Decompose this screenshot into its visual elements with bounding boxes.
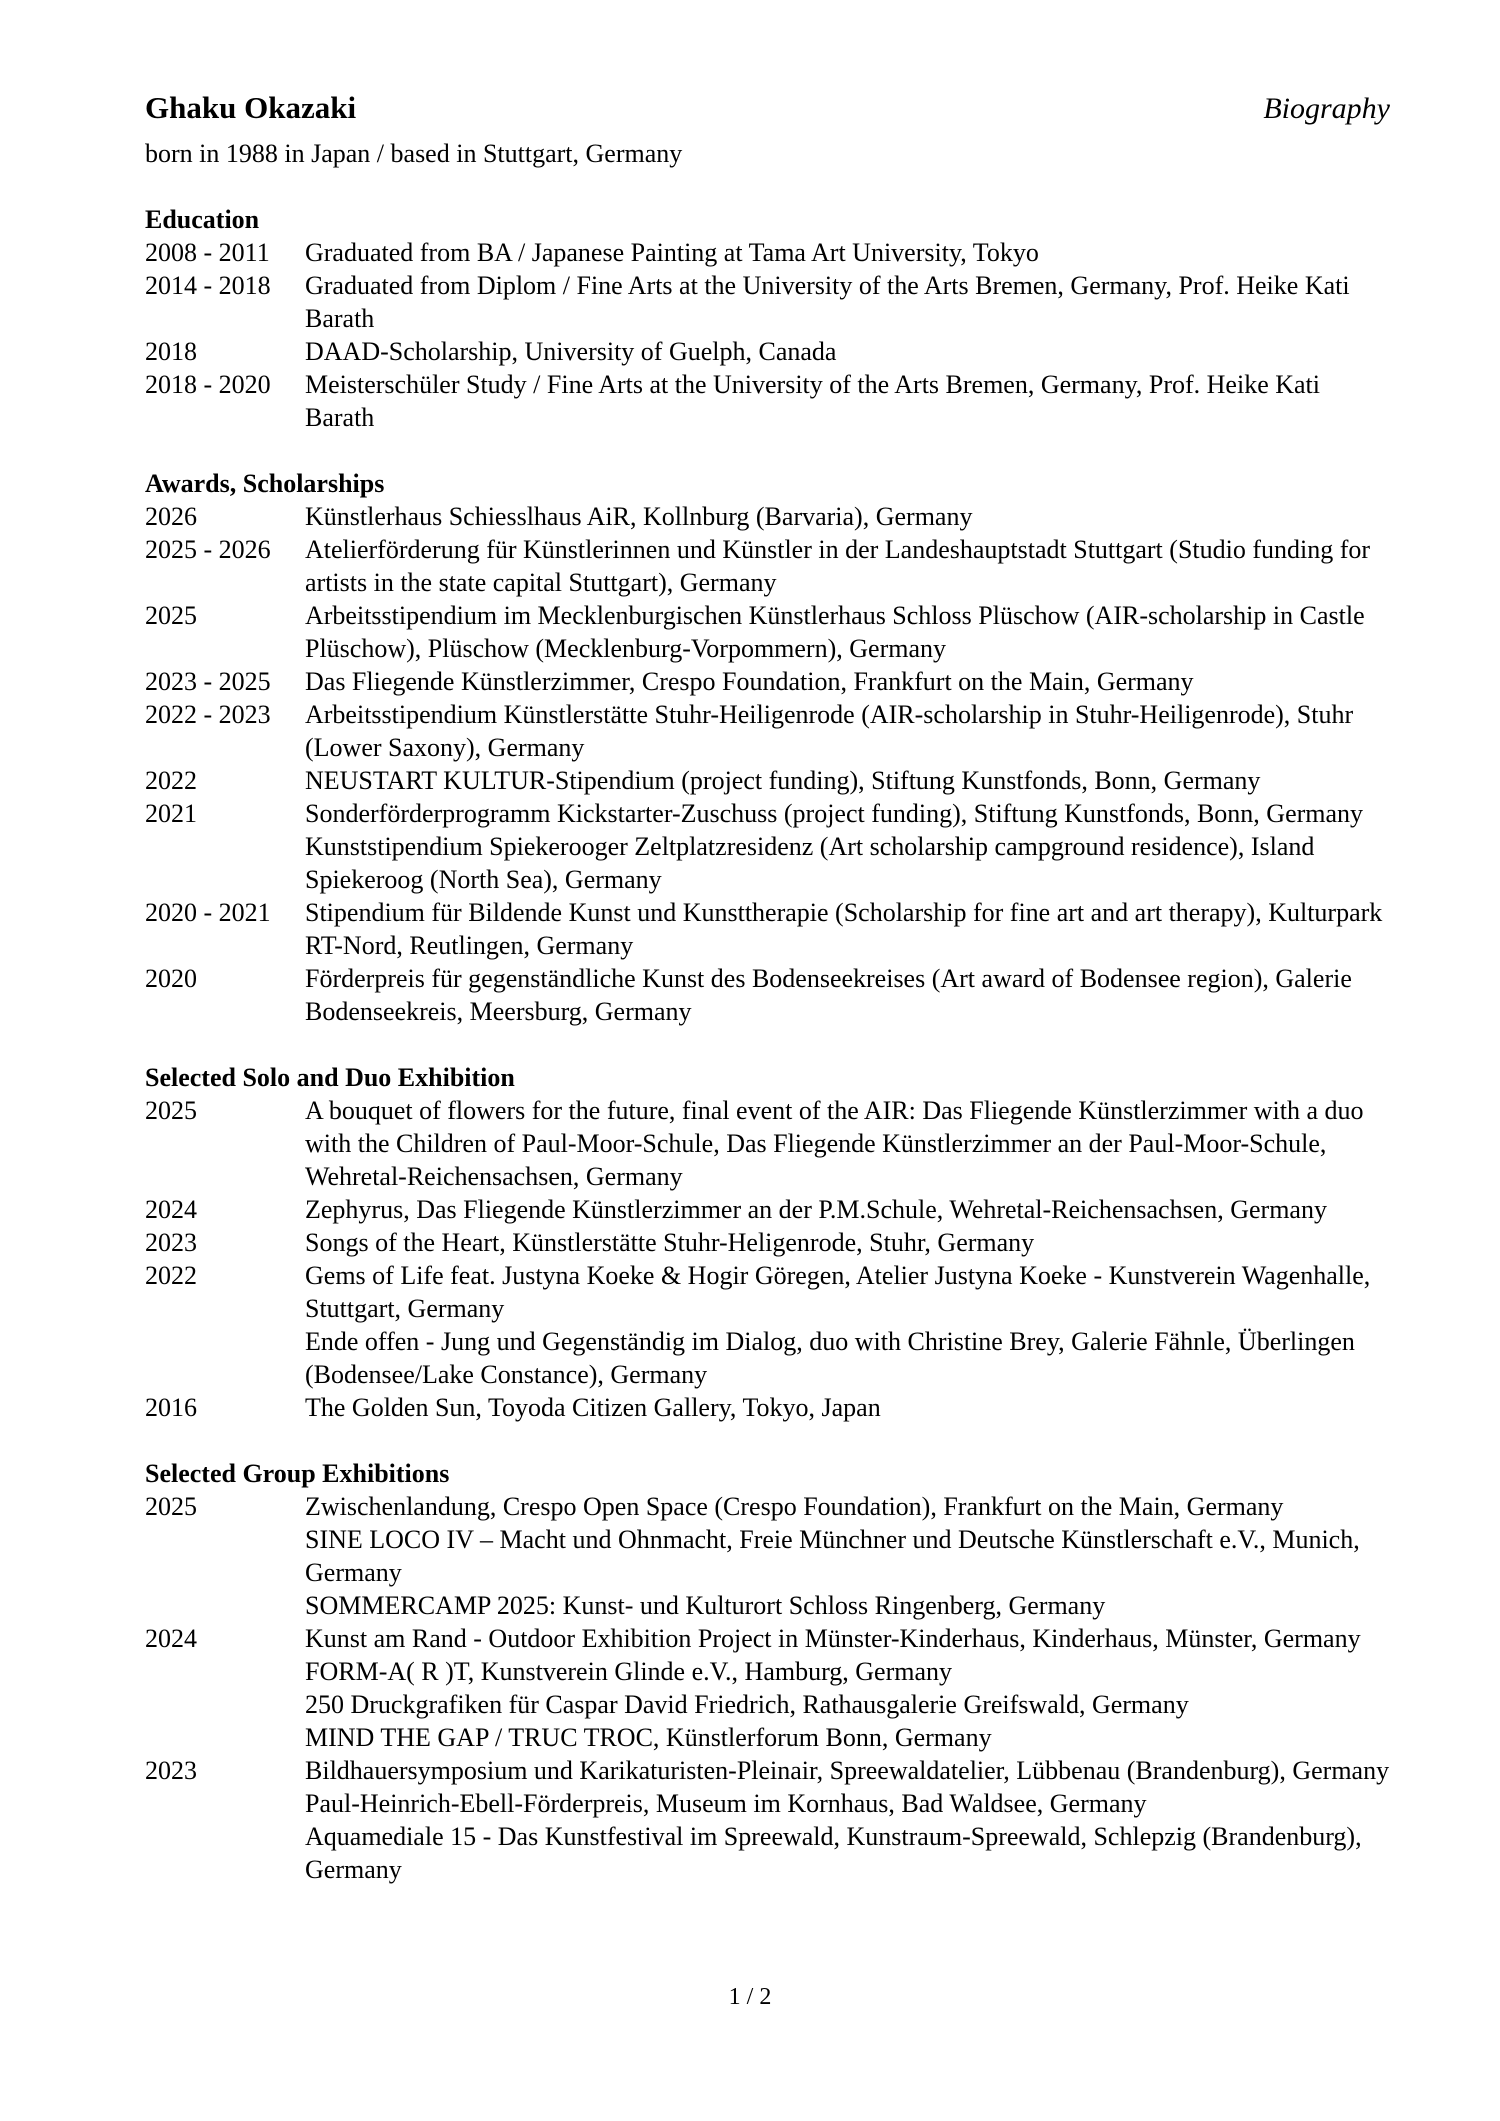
entry-line: Atelierförderung für Künstlerinnen und Künstler in der Landeshauptstadt Stuttgart (Studio funding for artists in the state capital Stuttgart), Germany (305, 535, 1371, 597)
entry-line: Stipendium für Bildende Kunst und Kunsttherapie (Scholarship for fine art and art therapy), Kulturpark RT-Nord, Reutlingen, Germany (305, 898, 1383, 960)
entry-list (305, 1193, 1390, 1226)
year-cell: 2020 - 2021 (145, 898, 271, 927)
cv-section (145, 1061, 1390, 1424)
entry-line: Songs of the Heart, Künstlerstätte Stuhr-Heligenrode, Stuhr, Germany (305, 1228, 1035, 1257)
entry-line: Meisterschüler Study / Fine Arts at the University of the Arts Bremen, Germany, Prof. Heike Kati Barath (305, 370, 1321, 432)
entry-line: Künstlerhaus Schiesslhaus AiR, Kollnburg (Barvaria), Germany (305, 502, 973, 531)
entry-line: Das Fliegende Künstlerzimmer, Crespo Foundation, Frankfurt on the Main, Germany (305, 667, 1194, 696)
cv-section (145, 467, 1390, 1028)
year-cell: 2014 - 2018 (145, 271, 271, 300)
cv-row (145, 269, 1390, 335)
year-cell: 2024 (145, 1195, 197, 1224)
cv-row (145, 698, 1390, 764)
cv-row (145, 500, 1390, 533)
section-title: Education (145, 205, 260, 234)
entry-line: Graduated from BA / Japanese Painting at Tama Art University, Tokyo (305, 238, 1039, 267)
entry-list (305, 665, 1390, 698)
cv-row (145, 797, 1390, 896)
entry-line: The Golden Sun, Toyoda Citizen Gallery, Tokyo, Japan (305, 1393, 881, 1422)
entry-line: Gems of Life feat. Justyna Koeke & Hogir Göregen, Atelier Justyna Koeke - Kunstverein Wagenhalle, Stuttgart, Germany (305, 1261, 1371, 1323)
year-cell: 2023 - 2025 (145, 667, 271, 696)
entry-line: Arbeitsstipendium Künstlerstätte Stuhr-Heiligenrode (AIR-scholarship in Stuhr-Heiligenrode), Stuhr (Lower Saxony), Germany (305, 700, 1354, 762)
year-cell: 2022 - 2023 (145, 700, 271, 729)
entry-list (305, 1226, 1390, 1259)
year-cell: 2022 (145, 766, 197, 795)
entry-line: Kunst am Rand - Outdoor Exhibition Project in Münster-Kinderhaus, Kinderhaus, Münster, Germany (305, 1624, 1361, 1653)
entry-line: Bildhauersymposium und Karikaturisten-Pleinair, Spreewaldatelier, Lübbenau (Brandenburg), Germany (305, 1756, 1390, 1785)
entry-list (305, 533, 1390, 599)
year-cell: 2024 (145, 1624, 197, 1653)
entry-list (305, 896, 1390, 962)
entry-list (305, 236, 1390, 269)
section-title: Awards, Scholarships (145, 469, 385, 498)
entry-line: Zephyrus, Das Fliegende Künstlerzimmer an der P.M.Schule, Wehretal-Reichensachsen, Germany (305, 1195, 1327, 1224)
sections (145, 203, 1390, 1886)
entry-list (305, 1094, 1390, 1193)
year-cell: 2016 (145, 1393, 197, 1422)
cv-row (145, 1391, 1390, 1424)
year-cell: 2018 - 2020 (145, 370, 271, 399)
year-cell: 2025 (145, 1096, 197, 1125)
section-rows (145, 1490, 1390, 1886)
page-number: 1 / 2 (728, 1984, 772, 2010)
entry-list (305, 764, 1390, 797)
entry-list (305, 1490, 1390, 1622)
entry-line: Arbeitsstipendium im Mecklenburgischen Künstlerhaus Schloss Plüschow (AIR-scholarship in Castle Plüschow), Plüschow (Mecklenburg-Vorpommern), Germany (305, 601, 1365, 663)
year-cell: 2023 (145, 1756, 197, 1785)
cv-row (145, 665, 1390, 698)
entry-line: NEUSTART KULTUR-Stipendium (project funding), Stiftung Kunstfonds, Bonn, Germany (305, 766, 1261, 795)
entry-line: FORM-A( R )T, Kunstverein Glinde e.V., Hamburg, Germany (305, 1657, 953, 1686)
cv-row (145, 1259, 1390, 1391)
year-cell: 2025 - 2026 (145, 535, 271, 564)
year-cell: 2020 (145, 964, 197, 993)
entry-list (305, 1754, 1390, 1886)
entry-line: Sonderförderprogramm Kickstarter-Zuschuss (project funding), Stiftung Kunstfonds, Bonn, Germany (305, 799, 1364, 828)
cv-row (145, 1193, 1390, 1226)
cv-row (145, 599, 1390, 665)
entry-list (305, 500, 1390, 533)
entry-line: Paul-Heinrich-Ebell-Förderpreis, Museum im Kornhaus, Bad Waldsee, Germany (305, 1789, 1147, 1818)
year-cell: 2025 (145, 1492, 197, 1521)
entry-line: Aquamediale 15 - Das Kunstfestival im Spreewald, Kunstraum-Spreewald, Schlepzig (Brandenburg), Germany (305, 1822, 1362, 1884)
section-rows (145, 1094, 1390, 1424)
entry-line: A bouquet of flowers for the future, final event of the AIR: Das Fliegende Künstlerzimmer with a duo with the Children of Paul-Moor-Schule, Das Fliegende Künstlerzimmer an der Paul-Moor-Schule, Wehretal-Reichensachsen, Germany (305, 1096, 1364, 1191)
entry-line: MIND THE GAP / TRUC TROC, Künstlerforum Bonn, Germany (305, 1723, 992, 1752)
cv-row (145, 236, 1390, 269)
year-cell: 2021 (145, 799, 197, 828)
section-rows (145, 236, 1390, 434)
entry-list (305, 962, 1390, 1028)
cv-row (145, 1622, 1390, 1754)
cv-row (145, 896, 1390, 962)
document-header (145, 90, 1390, 127)
entry-list (305, 1391, 1390, 1424)
entry-list (305, 1622, 1390, 1754)
entry-line: Ende offen - Jung und Gegenständig im Dialog, duo with Christine Brey, Galerie Fähnle, Überlingen (Bodensee/Lake Constance), Germany (305, 1327, 1355, 1389)
cv-row (145, 1094, 1390, 1193)
cv-row (145, 335, 1390, 368)
cv-row (145, 368, 1390, 434)
artist-name: Ghaku Okazaki (145, 90, 357, 125)
entry-list (305, 599, 1390, 665)
entry-list (305, 368, 1390, 434)
cv-row (145, 533, 1390, 599)
year-cell: 2008 - 2011 (145, 238, 270, 267)
section-title: Selected Group Exhibitions (145, 1459, 450, 1488)
entry-line: DAAD-Scholarship, University of Guelph, Canada (305, 337, 837, 366)
entry-line: SOMMERCAMP 2025: Kunst- und Kulturort Schloss Ringenberg, Germany (305, 1591, 1106, 1620)
entry-line: Graduated from Diplom / Fine Arts at the University of the Arts Bremen, Germany, Prof. Heike Kati Barath (305, 271, 1350, 333)
cv-row (145, 764, 1390, 797)
entry-list (305, 269, 1390, 335)
entry-line: Zwischenlandung, Crespo Open Space (Crespo Foundation), Frankfurt on the Main, Germany (305, 1492, 1284, 1521)
artist-subtitle: born in 1988 in Japan / based in Stuttgart, Germany (145, 139, 683, 168)
entry-line: Kunststipendium Spiekerooger Zeltplatzresidenz (Art scholarship campground residence), Island Spiekeroog (North Sea), Germany (305, 832, 1315, 894)
year-cell: 2018 (145, 337, 197, 366)
entry-line: 250 Druckgrafiken für Caspar David Friedrich, Rathausgalerie Greifswald, Germany (305, 1690, 1189, 1719)
year-cell: 2026 (145, 502, 197, 531)
entry-list (305, 698, 1390, 764)
year-cell: 2022 (145, 1261, 197, 1290)
section-rows (145, 500, 1390, 1028)
year-cell: 2023 (145, 1228, 197, 1257)
entry-list (305, 1259, 1390, 1391)
section-title: Selected Solo and Duo Exhibition (145, 1063, 515, 1092)
year-cell: 2025 (145, 601, 197, 630)
cv-row (145, 1226, 1390, 1259)
entry-line: Förderpreis für gegenständliche Kunst des Bodenseekreises (Art award of Bodensee region), Galerie Bodenseekreis, Meersburg, Germany (305, 964, 1352, 1026)
cv-section (145, 1457, 1390, 1886)
entry-list (305, 797, 1390, 896)
document-type-label: Biography (1263, 92, 1390, 125)
cv-row (145, 1490, 1390, 1622)
entry-list (305, 335, 1390, 368)
cv-section (145, 203, 1390, 434)
cv-row (145, 962, 1390, 1028)
cv-row (145, 1754, 1390, 1886)
entry-line: SINE LOCO IV – Macht und Ohnmacht, Freie Münchner und Deutsche Künstlerschaft e.V., Munich, Germany (305, 1525, 1360, 1587)
